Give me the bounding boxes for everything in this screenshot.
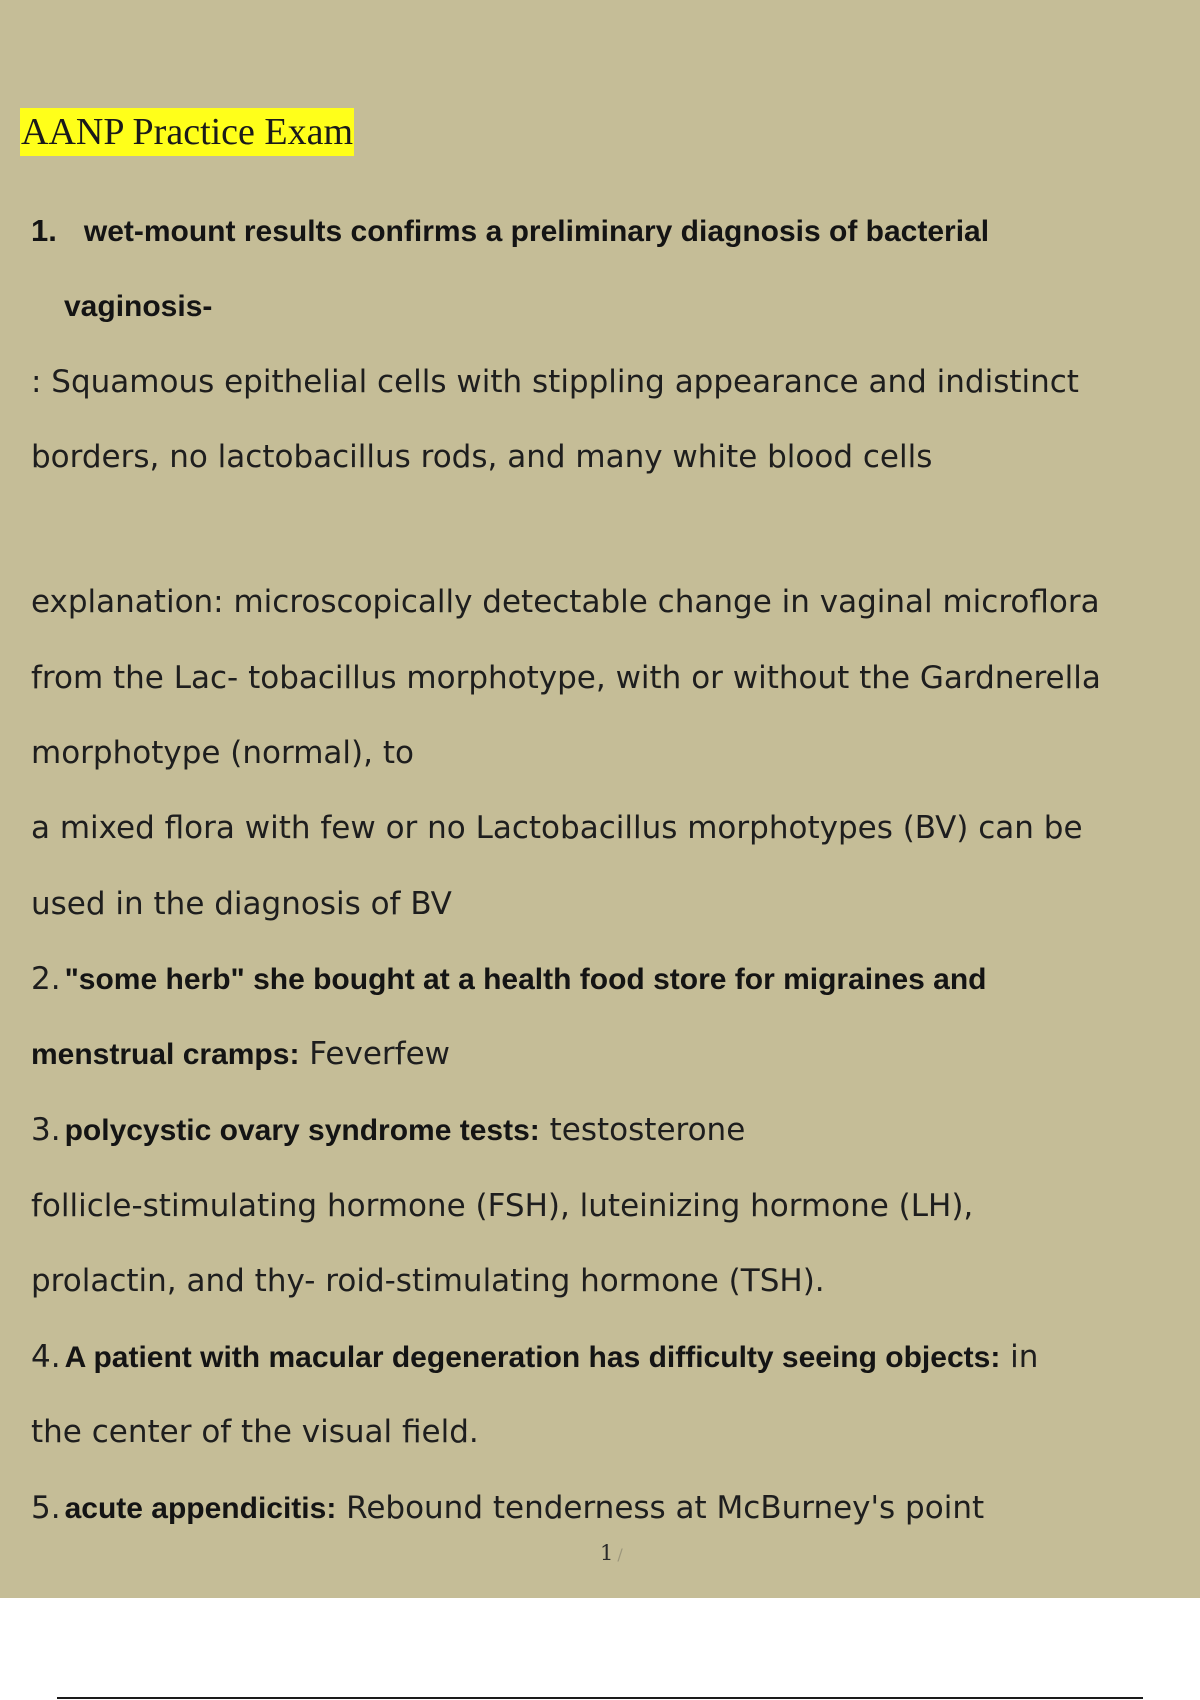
question-number: 4. xyxy=(31,1339,61,1375)
question-1 xyxy=(31,211,989,252)
question-number: 1. xyxy=(31,213,57,248)
question-2 xyxy=(31,959,986,1000)
question-2-continued xyxy=(31,1034,450,1075)
question-4 xyxy=(31,1337,1038,1378)
question-text: A patient with macular degeneration has difficulty seeing objects: xyxy=(64,1341,1001,1374)
question-text: wet-mount results confirms a preliminary diagnosis of bacterial xyxy=(83,215,990,248)
answer-1-line-1: : Squamous epithelial cells with stippling appearance and indistinct xyxy=(31,364,1079,400)
question-5 xyxy=(31,1488,984,1529)
document-title: AANP Practice Exam xyxy=(20,108,354,156)
answer-text: in xyxy=(1000,1339,1039,1375)
question-text: menstrual cramps: xyxy=(31,1038,300,1071)
explanation-1-line-3: morphotype (normal), to xyxy=(31,735,414,771)
question-number: 2. xyxy=(31,961,61,997)
page-number-slash: / xyxy=(617,1545,623,1564)
answer-text: testosterone xyxy=(539,1112,746,1148)
question-text: polycystic ovary syndrome tests: xyxy=(64,1114,540,1147)
answer-1-line-2: borders, no lactobacillus rods, and many white blood cells xyxy=(31,439,933,475)
answer-4-line-1: the center of the visual field. xyxy=(31,1414,479,1450)
answer-text: Rebound tenderness at McBurney's point xyxy=(336,1490,985,1526)
question-text: acute appendicitis: xyxy=(64,1492,337,1525)
question-3 xyxy=(31,1110,745,1151)
answer-3-line-1: follicle-stimulating hormone (FSH), luteinizing hormone (LH), xyxy=(31,1188,974,1224)
explanation-1-line-1: explanation: microscopically detectable change in vaginal microflora xyxy=(31,584,1100,620)
explanation-1-line-5: used in the diagnosis of BV xyxy=(31,886,452,922)
explanation-1-line-4: a mixed flora with few or no Lactobacillus morphotypes (BV) can be xyxy=(31,810,1083,846)
answer-3-line-2: prolactin, and thy- roid-stimulating hormone (TSH). xyxy=(31,1263,825,1299)
answer-text: Feverfew xyxy=(299,1036,451,1072)
question-number: 3. xyxy=(31,1112,61,1148)
question-1-continued: vaginosis- xyxy=(64,290,213,323)
page-number xyxy=(600,1541,623,1565)
question-number: 5. xyxy=(31,1490,61,1526)
question-text: "some herb" she bought at a health food store for migraines and xyxy=(64,963,987,996)
next-page-divider xyxy=(57,1697,1143,1699)
explanation-1-line-2: from the Lac- tobacillus morphotype, with or without the Gardnerella xyxy=(31,660,1101,696)
page-number-value: 1 xyxy=(600,1541,614,1565)
